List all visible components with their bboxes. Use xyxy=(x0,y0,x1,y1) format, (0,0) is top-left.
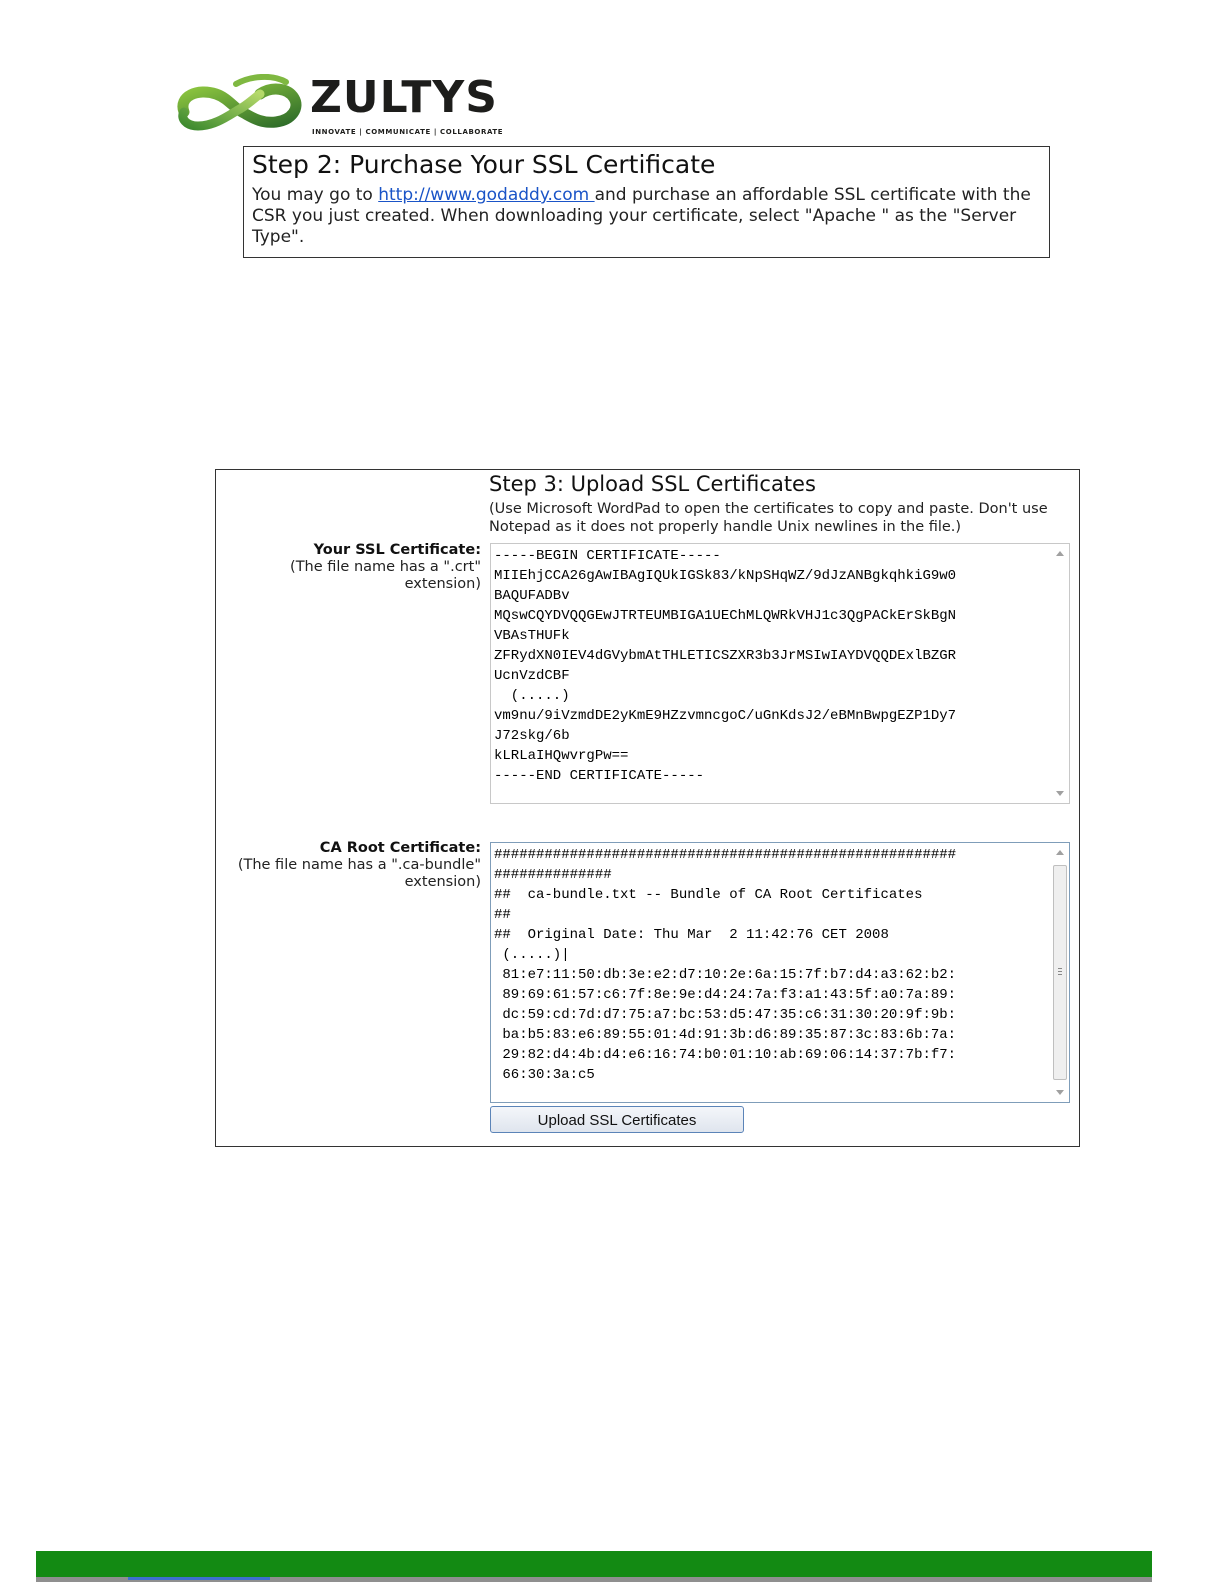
scroll-down-arrow-icon[interactable] xyxy=(1056,1090,1064,1095)
ca-root-hint-line1: (The file name has a ".ca-bundle" xyxy=(237,857,481,873)
thumb-grip-line xyxy=(1058,974,1062,975)
scroll-up-arrow-icon[interactable] xyxy=(1056,850,1064,855)
zultys-infinity-logo-icon xyxy=(176,74,308,140)
scrollbar-thumb[interactable] xyxy=(1053,865,1067,1080)
godaddy-link[interactable]: http://www.godaddy.com xyxy=(378,185,595,205)
step3-title: Step 3: Upload SSL Certificates xyxy=(489,472,816,496)
step2-title: Step 2: Purchase Your SSL Certificate xyxy=(252,150,716,179)
step3-note: (Use Microsoft WordPad to open the certificates to copy and paste. Don't use Notepad as it does not properly handle Unix newlines in the file.) xyxy=(489,501,1048,535)
ca-root-label xyxy=(238,840,481,891)
footer-link-underline xyxy=(128,1577,270,1580)
thumb-grip-line xyxy=(1058,968,1062,969)
ca-root-scrollbar[interactable] xyxy=(1051,843,1069,1102)
logo-wordmark: ZULTYS xyxy=(310,72,498,123)
step2-text-before: You may go to xyxy=(252,185,379,205)
footer-bar xyxy=(36,1551,1152,1577)
scroll-up-arrow-icon[interactable] xyxy=(1056,551,1064,556)
ssl-cert-scrollbar[interactable] xyxy=(1051,544,1069,803)
ssl-cert-label xyxy=(290,542,481,593)
upload-ssl-certificates-button[interactable]: Upload SSL Certificates xyxy=(490,1106,744,1133)
ca-root-textarea[interactable] xyxy=(490,842,1070,1103)
ssl-cert-hint-line1: (The file name has a ".crt" xyxy=(290,559,481,575)
ssl-cert-hint-line2: extension) xyxy=(404,576,481,592)
logo-tagline: INNOVATE | COMMUNICATE | COLLABORATE xyxy=(312,128,504,136)
ca-root-label-name: CA Root Certificate: xyxy=(319,840,481,856)
step2-text-after: and purchase an affordable SSL certificate with the CSR you just created. When downloading your certificate, select "Apache " as the "Server Type". xyxy=(252,185,1031,247)
step2-body xyxy=(252,185,1041,248)
ca-root-content: ####################################################### ############## ## ca-bundle.txt -- Bundle of CA Root Certificates ## ## Original Date: Thu Mar 2 11:42:76 CET 2008 (.....)| 81:e7:11:50:db:3e:e2:d7:10:2e:6a:15:7f:b7:d4:a3:62:b2: 89:69:61:57:c6:7f:8e:9e:d4:24:7a:f3:a1:43:5f:a0:7a:89: dc:59:cd:7d:d7:75:a7:bc:53:d5:47:35:c6:31:30:20:9f:9b: ba:b5:83:e6:89:55:01:4d:91:3b:d6:89:35:87:3c:83:6b:7a: 29:82:d4:4b:d4:e6:16:74:b0:01:10:ab:69:06:14:37:7b:f7: 66:30:3a:c5 xyxy=(494,847,957,1083)
zultys-logo xyxy=(176,72,521,142)
scroll-down-arrow-icon[interactable] xyxy=(1056,791,1064,796)
ssl-cert-label-name: Your SSL Certificate: xyxy=(313,542,481,558)
ca-root-hint-line2: extension) xyxy=(404,874,481,890)
step2-box xyxy=(243,146,1050,258)
step3-panel xyxy=(215,469,1080,1147)
ssl-cert-content: -----BEGIN CERTIFICATE----- MIIEhjCCA26gAwIBAgIQUkIGSk83/kNpSHqWZ/9dJzANBgkqhkiG9w0 BAQUFADBv MQswCQYDVQQGEwJTRTEUMBIGA1UEChMLQWRkVHJ1c3QgPACkErSkBgN VBAsTHUFk ZFRydXN0IEV4dGVybmAtTHLETICSZXR3b3JrMSIwIAYDVQQDExlBZGR UcnVzdCBF (.....) vm9nu/9iVzmdDE2yKmE9HZzvmncgoC/uGnKdsJ2/eBMnBwpgEZP1Dy7 J72skg/6b kLRLaIHQwvrgPw== -----END CERTIFICATE----- xyxy=(494,548,957,784)
thumb-grip-line xyxy=(1058,971,1062,972)
ssl-cert-textarea[interactable] xyxy=(490,543,1070,804)
